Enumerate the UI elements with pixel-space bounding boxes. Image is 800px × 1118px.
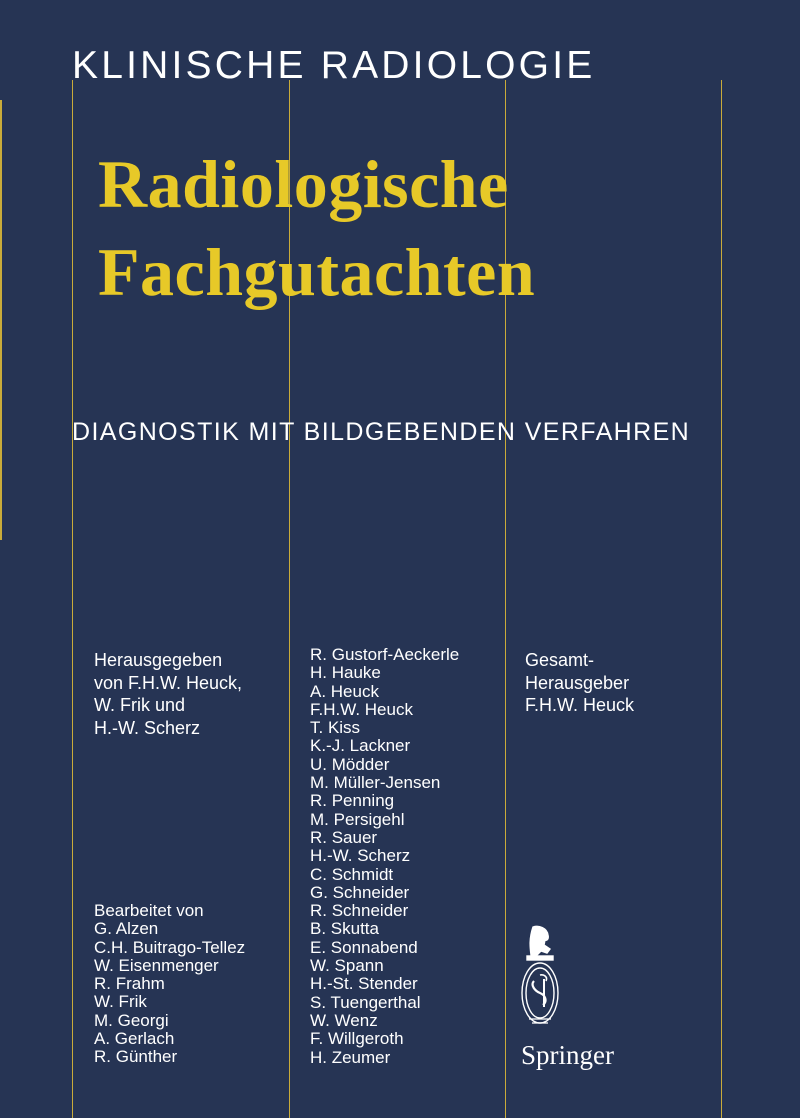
contributor-name: E. Sonnabend	[310, 937, 418, 957]
contributor-name: R. Sauer	[310, 827, 378, 847]
contributor-name: H. Hauke	[310, 663, 381, 683]
contributor-name: W. Wenz	[310, 1010, 378, 1030]
contributors-heading: Bearbeitet von	[94, 901, 204, 920]
contributor-name: M. Georgi	[94, 1010, 169, 1030]
book-title-line2: Fachgutachten	[98, 234, 536, 310]
contributors-column-2	[310, 646, 459, 1067]
book-subtitle: DIAGNOSTIK MIT BILDGEBENDEN VERFAHREN	[72, 418, 691, 446]
contributor-name: M. Müller-Jensen	[310, 773, 441, 793]
contributor-name: H.-St. Stender	[310, 974, 418, 994]
editors-line: Herausgegeben	[94, 650, 223, 670]
contributor-name: W. Frik	[94, 992, 147, 1012]
book-title-line1: Radiologische	[98, 146, 509, 222]
editors-line: von F.H.W. Heuck,	[94, 672, 243, 693]
contributor-name: R. Gustorf-Aeckerle	[310, 645, 460, 664]
contributor-name: M. Persigehl	[310, 809, 405, 829]
contributor-name: F.H.W. Heuck	[310, 699, 413, 719]
general-editor-block	[525, 649, 634, 717]
contributor-name: R. Günther	[94, 1047, 178, 1067]
general-editor-line: F.H.W. Heuck	[525, 695, 635, 715]
contributor-name: A. Gerlach	[94, 1029, 175, 1049]
contributors-column-1	[94, 902, 245, 1067]
contributor-name: C.H. Buitrago-Tellez	[94, 937, 246, 957]
contributor-name: T. Kiss	[310, 718, 361, 738]
spine-rule	[0, 100, 2, 540]
editors-line: W. Frik und	[94, 695, 186, 715]
editors-block	[94, 649, 242, 739]
contributor-name: G. Schneider	[310, 882, 410, 902]
springer-chess-knight-icon	[517, 925, 563, 1027]
contributor-name: H.-W. Scherz	[310, 846, 411, 866]
contributor-name: A. Heuck	[310, 681, 379, 701]
contributor-name: H. Zeumer	[310, 1047, 391, 1067]
contributor-name: U. Mödder	[310, 754, 390, 774]
contributor-name: R. Schneider	[310, 901, 409, 921]
contributor-name: W. Eisenmenger	[94, 955, 219, 975]
publisher-name: Springer	[521, 1040, 614, 1070]
contributor-name: F. Willgeroth	[310, 1029, 404, 1049]
general-editor-line: Gesamt-	[525, 650, 595, 670]
vertical-rule-4	[721, 80, 722, 1118]
contributor-name: B. Skutta	[310, 919, 379, 939]
general-editor-line: Herausgeber	[525, 672, 630, 693]
vertical-rule-1	[72, 80, 73, 1118]
editors-line: H.-W. Scherz	[94, 717, 201, 738]
contributor-name: G. Alzen	[94, 919, 159, 939]
contributor-name: R. Frahm	[94, 974, 165, 994]
contributor-name: R. Penning	[310, 791, 395, 811]
contributor-name: K.-J. Lackner	[310, 736, 411, 756]
contributor-name: S. Tuengerthal	[310, 992, 421, 1012]
contributor-name: C. Schmidt	[310, 864, 394, 884]
series-title: KLINISCHE RADIOLOGIE	[72, 44, 596, 87]
contributor-name: W. Spann	[310, 956, 384, 976]
book-title	[98, 140, 535, 316]
